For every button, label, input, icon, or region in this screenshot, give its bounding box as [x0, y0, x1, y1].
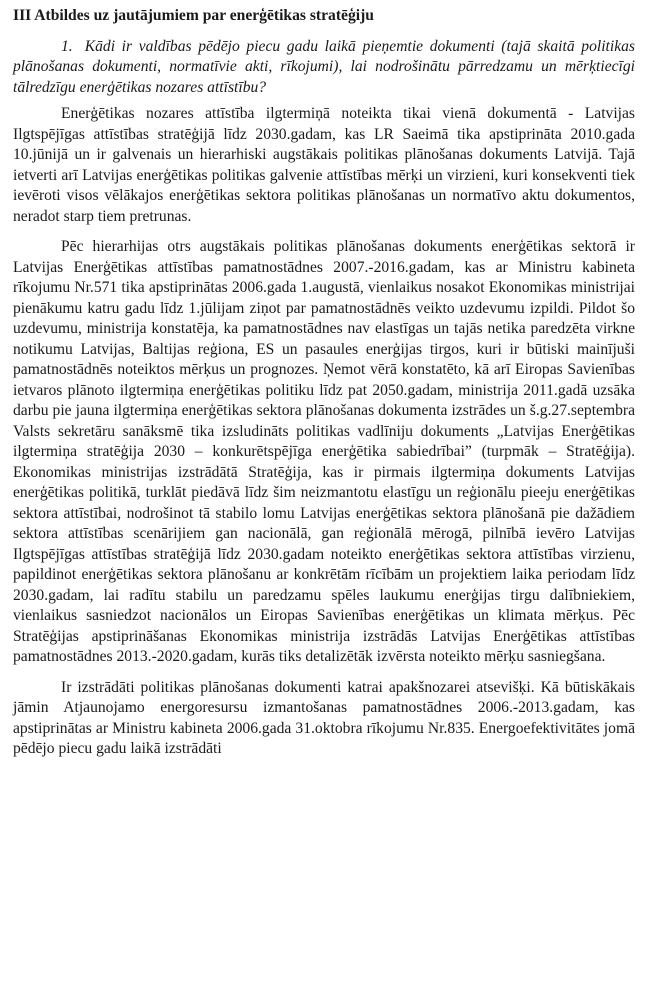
paragraph: Enerģētikas nozares attīstība ilgtermiņā noteikta tikai vienā dokumentā - Latvijas Ilgtspējīgas attīstības stratēģijā līdz 2030.gadam, kas LR Saeimā tika apstiprināta 2010.gada 10.jūnijā un ir galvenais un hierarhiski augstākais politikas plānošanas dokuments Latvijā. Tajā ietverti arī Latvijas enerģētikas politikas galvenie attīstības mērķi un virzieni, kuri konsekventi tiek ievēroti visos vēlākajos enerģētikas sektora politikas plānošanas un normatīvo aktu dokumentos, neradot starp tiem pretrunas.: [13, 105, 635, 225]
question-number: 1.: [61, 37, 73, 55]
document-page: [13, 6, 635, 770]
paragraph: Ir izstrādāti politikas plānošanas dokumenti katrai apakšnozarei atsevišķi. Kā būtiskākais jāmin Atjaunojamo energoresursu izmantošanas pamatnostādnes 2006.-2013.gadam, kas apstiprinātas ar Ministru kabineta 2006.gada 31.oktobra rīkojumu Nr.835. Energoefektivitātes jomā pēdējo piecu gadu laikā izstrādāti: [13, 678, 635, 757]
question-text: Kādi ir valdības pēdējo piecu gadu laikā pieņemtie dokumenti (tajā skaitā politikas plānošanas dokumenti, normatīvie akti, rīkojumi), lai nodrošinātu pārredzamu un mērķtiecīgi tālredzīgu enerģētikas nozares attīstību?: [13, 37, 635, 96]
question-block: [13, 37, 635, 99]
paragraph: Pēc hierarhijas otrs augstākais politikas plānošanas dokuments enerģētikas sektorā ir Latvijas Enerģētikas attīstības pamatnostādnes 2007.-2016.gadam, kas ar Ministru kabineta rīkojumu Nr.571 tika apstiprinātas 2006.gada 1.augustā, vienlaikus nosakot Ekonomikas ministrijai pienākumu katru gadu līdz 1.jūlijam ziņot par pamatnostādnēs veikto uzdevumu izpildi. Pildot šo uzdevumu, ministrija konstatēja, ka pamatnostādnes nav elastīgas un tajās netika paredzēta virkne notikumu Latvijas, Baltijas reģiona, ES un pasaules enerģijas tirgos, kuri ir būtiski mainījuši pamatnostādnēs noteiktos mērķus un prognozes. Ņemot vērā konstatēto, kā arī Eiropas Savienības ietvaros plānoto ilgtermiņa enerģētikas politiku līdz pat 2050.gadam, ministrija 2011.gadā uzsāka darbu pie jauna ilgtermiņa enerģētikas sektora plānošanas dokumenta izstrādes un š.g.27.septembra Valsts sekretāru sanāksmē tika izsludināts politikas vadlīniju dokuments „Latvijas Enerģētikas ilgtermiņa stratēģija 2030 – konkurētspējīga enerģētika sabiedrībai” (turpmāk – Stratēģija). Ekonomikas ministrijas izstrādātā Stratēģija, kas ir pirmais ilgtermiņa dokuments Latvijas enerģētikas politikā, turklāt piedāvā līdz šim neizmantotu elastīgu un reģionālu pieeju enerģētikas sektora attīstībai, nodrošinot tā stabilo lomu Latvijas enerģētikas sektora plānošanā pie dažādiem sektora attīstības scenārijiem gan nacionālā, gan reģionālā mērogā, pilnībā ievēro Latvijas Ilgtspējīgas attīstības stratēģijā līdz 2030.gadam noteikto enerģētikas sektora attīstības virzienu, papildinot enerģētikas sektora plānošanu ar konkrētām rīcībām un projektiem laika periodam līdz 2030.gadam, lai radītu stabilu un paredzamu spēles laukumu enerģijas tirgu dalībniekiem, vienlaikus sasniedzot nacionālos un Eiropas Savienības enerģētikas un klimata mērķus. Pēc Stratēģijas apstiprināšanas Ekonomikas ministrija izstrādās Latvijas Enerģētikas attīstības pamatnostādnes 2013.-2020.gadam, kurās tiks detalizētāk izvērsta noteikto mērķu sasniegšana.: [13, 238, 635, 665]
section-heading: III Atbildes uz jautājumiem par enerģētikas stratēģiju: [13, 7, 374, 24]
